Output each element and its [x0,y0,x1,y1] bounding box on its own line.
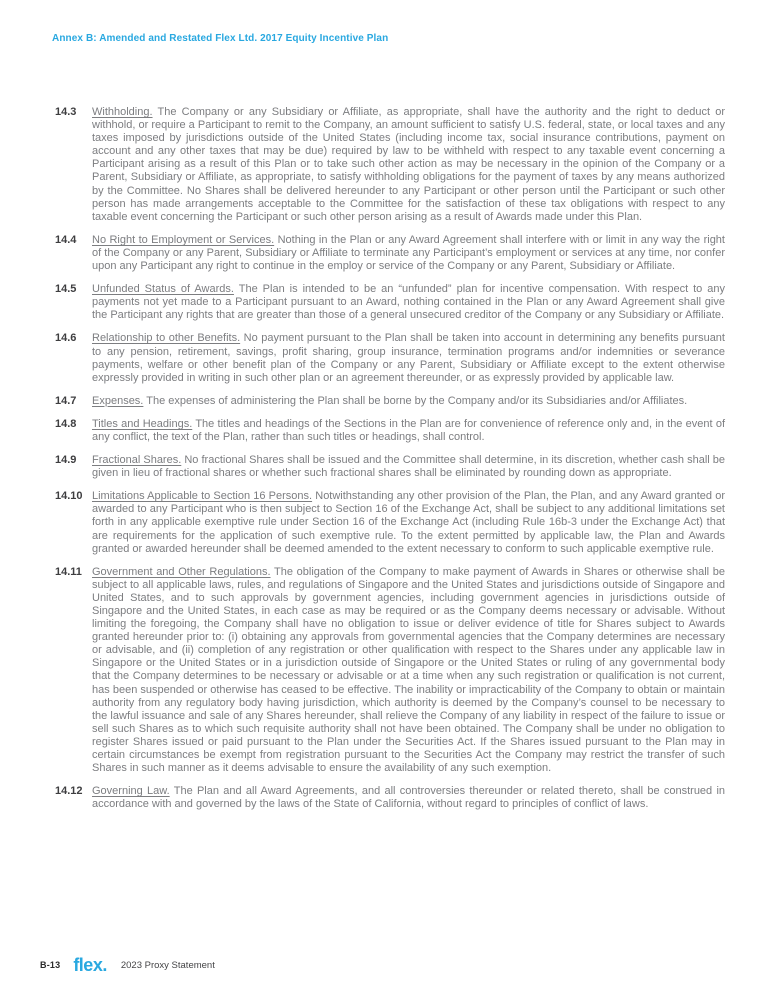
section-number: 14.5 [55,283,77,296]
section-text [92,454,725,480]
document-body [55,106,725,821]
section-14-8 [55,418,725,444]
section-text [92,106,725,224]
section-14-9 [55,454,725,480]
section-14-5 [55,283,725,322]
section-heading: Government and Other Regulations. [92,565,271,578]
footer-statement: 2023 Proxy Statement [120,959,215,971]
section-heading: Unfunded Status of Awards. [92,283,234,296]
section-paragraph: The Plan and all Award Agreements, and all controversies thereunder or related thereto, shall be construed in accordance with and governed by the laws of the State of California, without regard to principles of conflict of laws. [92,785,726,811]
section-paragraph: No payment pursuant to the Plan shall be taken into account in determining any benefits pursuant to any pension, retirement, savings, profit sharing, group insurance, termination programs and/or indemnities or severance payments, welfare or other benefit plan of the Company or any Parent, Subsidiary or Affiliate except to the extent otherwise expressly provided in writing in such other plan or an agreement thereunder, or as expressly provided by applicable law. [92,332,725,384]
section-heading: Relationship to other Benefits. [92,332,241,345]
section-heading: Governing Law. [92,785,170,798]
flex-logo: flex. [73,955,107,975]
section-number: 14.3 [55,106,77,118]
section-paragraph: Nothing in the Plan or any Award Agreement shall interfere with or limit in any way the right of the Company or any Parent, Subsidiary or Affiliate to terminate any Participant’s employment or services at any time, nor confer upon any Participant any right to continue in the employ or service of the Company or any Parent, Subsidiary or Affiliate. [92,233,725,273]
section-paragraph: Notwithstanding any other provision of the Plan, the Plan, and any Award granted or awarded to any Participant who is then subject to Section 16 of the Exchange Act, shall be subject to any additional limitations set forth in any applicable exemptive rule under Section 16 of the Exchange Act (including Rule 16b-3 under the Exchange Act) that are requirements for the application of such exemptive rule. To the extent permitted by applicable law, the Plan and Awards granted or awarded hereunder shall be deemed amended to the extent necessary to conform to such applicable exemptive rule. [92,490,725,555]
section-heading: Withholding. [92,106,153,118]
section-paragraph: No fractional Shares shall be issued and the Committee shall determine, in its discretion, whether cash shall be given in lieu of fractional shares or whether such fractional shares shall be eliminated by rounding down as appropriate. [92,454,726,480]
section-text [92,234,725,273]
annex-header: Annex B: Amended and Restated Flex Ltd. 2017 Equity Incentive Plan [52,33,389,44]
section-heading: Fractional Shares. [92,454,182,467]
section-text [92,785,725,811]
section-text [92,283,725,322]
section-number: 14.4 [55,233,77,246]
section-heading: Expenses. [92,394,144,407]
section-text [92,566,725,776]
section-number: 14.9 [55,454,77,467]
section-paragraph: The expenses of administering the Plan shall be borne by the Company and/or its Subsidiaries and/or Affiliates. [146,394,688,407]
section-number: 14.11 [55,565,82,578]
section-14-4 [55,234,725,273]
section-text [92,395,725,408]
section-text [92,490,725,555]
section-heading: Limitations Applicable to Section 16 Persons. [92,490,313,503]
section-14-3 [55,106,725,224]
section-14-6 [55,332,725,384]
section-number: 14.8 [55,417,77,430]
section-paragraph: The titles and headings of the Sections in the Plan are for convenience of reference only and, in the event of any conflict, the text of the Plan, rather than such titles or headings, shall control. [92,417,725,443]
section-number: 14.10 [55,490,83,503]
section-number: 14.7 [55,394,77,407]
section-14-11 [55,566,725,776]
section-14-12 [55,785,725,811]
section-14-10 [55,490,725,555]
section-paragraph: The obligation of the Company to make payment of Awards in Shares or otherwise shall be subject to all applicable laws, rules, and regulations of Singapore and the United States and jurisdictions outside of Singapore and United States, and to such approvals by government agencies, including government agencies in jurisdictions outside of Singapore and the United States, in each case as may be required or as the Company deems necessary or advisable. Without limiting the foregoing, the Company shall have no obligation to issue or deliver evidence of title for Shares subject to Awards granted hereunder prior to: (i) obtaining any approvals from governmental agencies that the Company determines are necessary or advisable, and (ii) completion of any registration or other qualification with respect to the Shares under any applicable law in Singapore or the United States or in a jurisdiction outside of Singapore or the United States or ruling of any governmental body that the Company determines to be necessary or advisable or at a time when any such registration or qualification is not current, has been suspended or otherwise has ceased to be effective. The inability or impracticability of the Company to obtain or maintain authority from any regulatory body having jurisdiction, which authority is deemed by the Company’s counsel to be necessary to the lawful issuance and sale of any Shares hereunder, shall relieve the Company of any liability in respect of the failure to issue or sell such Shares as to which such requisite authority shall not have been obtained. The Company shall be under no obligation to register Shares issued or paid pursuant to the Plan under the Securities Act. If the Shares issued pursuant to the Plan may in certain circumstances be exempt from registration pursuant to the Securities Act the Company may restrict the transfer of such Shares in such manner as it deems advisable to ensure the availability of any such exemption. [92,565,726,775]
section-text [92,418,725,444]
page-number: B-13 [40,960,61,970]
page-footer [40,956,215,974]
section-14-7 [55,395,725,408]
section-heading: Titles and Headings. [92,417,193,430]
section-text [92,332,725,384]
section-heading: No Right to Employment or Services. [92,233,275,246]
section-paragraph: The Company or any Subsidiary or Affiliate, as appropriate, shall have the authority and the right to deduct or withhold, or require a Participant to remit to the Company, an amount sufficient to satisfy U.S. federal, state, or local taxes and any taxes imposed by jurisdictions outside of the United States (including income tax, social insurance contributions, payment on account and any other taxes that may be due) required by law to be withheld with respect to any taxable event concerning a Participant arising as a result of this Plan or to take such other action as may be necessary in the opinion of the Company or a Parent, Subsidiary or Affiliate, as appropriate, to satisfy withholding obligations for the payment of taxes by any means authorized by the Committee. No Shares shall be delivered hereunder to any Participant or other person until the Participant or such other person has made arrangements acceptable to the Committee for the satisfaction of these tax obligations with respect to any taxable event concerning the Participant or such other person arising as a result of Awards made under this Plan. [92,106,726,223]
section-number: 14.6 [55,332,77,345]
section-number: 14.12 [55,785,83,798]
section-paragraph: The Plan is intended to be an “unfunded” plan for incentive compensation. With respect to any payments not yet made to a Participant pursuant to an Award, nothing contained in the Plan or any Award Agreement shall give the Participant any rights that are greater than those of a general unsecured creditor of the Company or any Subsidiary or Affiliate. [92,283,726,322]
